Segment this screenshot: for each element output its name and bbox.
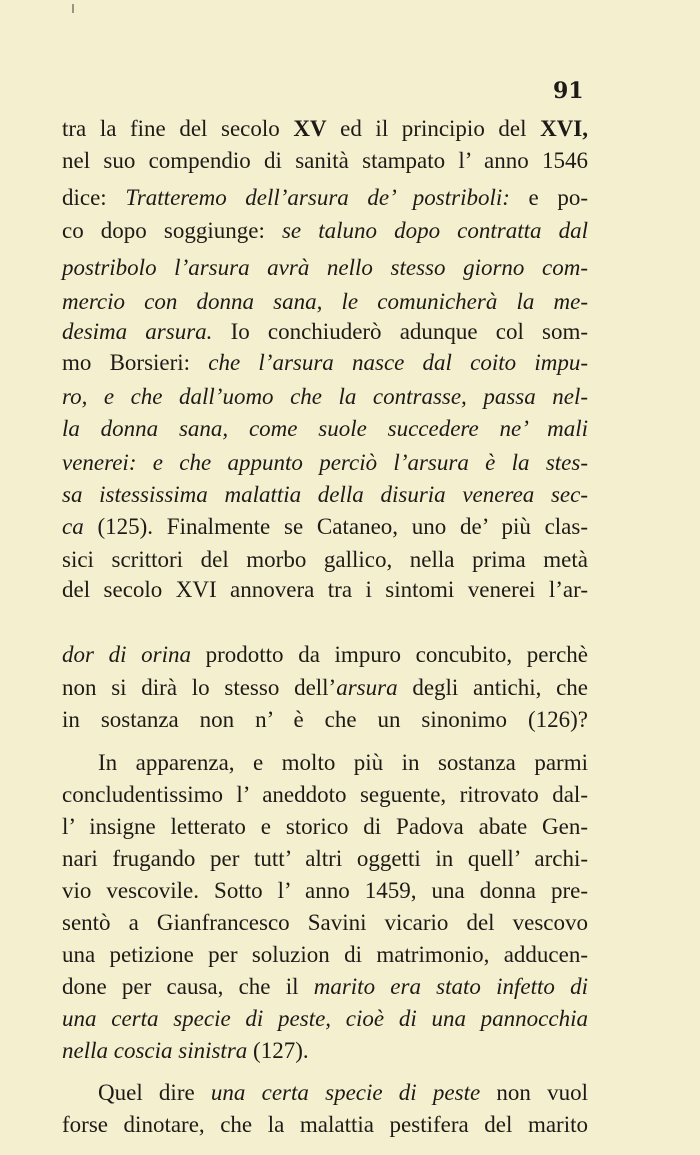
text-line: concludentissimo l’ aneddoto seguente, ritrovato dal- [62,782,588,807]
text-line: mercio con donna sana, le comunicherà la me- [62,289,588,314]
text-line: dor di orina prodotto da impuro concubito, perchè [62,642,588,667]
text-line: mo Borsieri: che l’arsura nasce dal coito impu- [62,350,588,375]
top-mark [72,4,74,13]
text-line: sentò a Gianfrancesco Savini vicario del vescovo [62,910,588,935]
text-line: postribolo l’arsura avrà nello stesso giorno com- [62,255,588,280]
text-line [62,607,588,637]
text-line: una petizione per soluzion di matrimonio, adducen- [62,942,588,967]
page-number: 91 [553,78,584,104]
text-line: la donna sana, come suole succedere ne’ mali [62,416,589,441]
text-line: sici scrittori del morbo gallico, nella prima metà [62,547,588,572]
text-line: forse dinotare, che la malattia pestifera del marito [62,1112,588,1137]
text-line: nella coscia sinistra (127). [62,1038,309,1063]
text-line: una certa specie di peste, cioè di una pannocchia [62,1006,588,1031]
text-line: ro, e che dall’uomo che la contrasse, passa nel- [62,384,588,409]
text-line: non si dirà lo stesso dell’arsura degli antichi, che [62,675,589,700]
text-line: vio vescovile. Sotto l’ anno 1459, una donna pre- [62,878,588,903]
text-line: co dopo soggiunge: se taluno dopo contratta dal [62,218,588,243]
text-line: done per causa, che il marito era stato infetto di [62,974,589,999]
text-line: l’ insigne letterato e storico di Padova abate Gen- [62,814,588,839]
paragraph-first-line: In apparenza, e molto più in sostanza parmi [98,750,588,775]
text-line: venerei: e che appunto perciò l’arsura è la stes- [62,450,588,475]
text-line: sa istessissima malattia della disuria venerea sec- [62,482,588,507]
text-line: desima arsura. Io conchiuderò adunque col som- [62,319,589,344]
text-line: tra la fine del secolo XV ed il principio del XVI, [62,116,588,141]
text-line: nari frugando per tutt’ altri oggetti in quell’ archi- [62,846,588,871]
text-line: del secolo XVI annovera tra i sintomi venerei l’ar- [62,577,588,602]
text-line: in sostanza non n’ è che un sinonimo (126)? [62,707,588,732]
text-line: ca (125). Finalmente se Cataneo, uno de’ più clas- [62,514,588,539]
text-line: dice: Tratteremo dell’arsura de’ postriboli: e po- [62,185,589,210]
text-line: nel suo compendio di sanità stampato l’ anno 1546 [62,148,588,173]
paragraph-first-line: Quel dire una certa specie di peste non vuol [98,1080,589,1105]
